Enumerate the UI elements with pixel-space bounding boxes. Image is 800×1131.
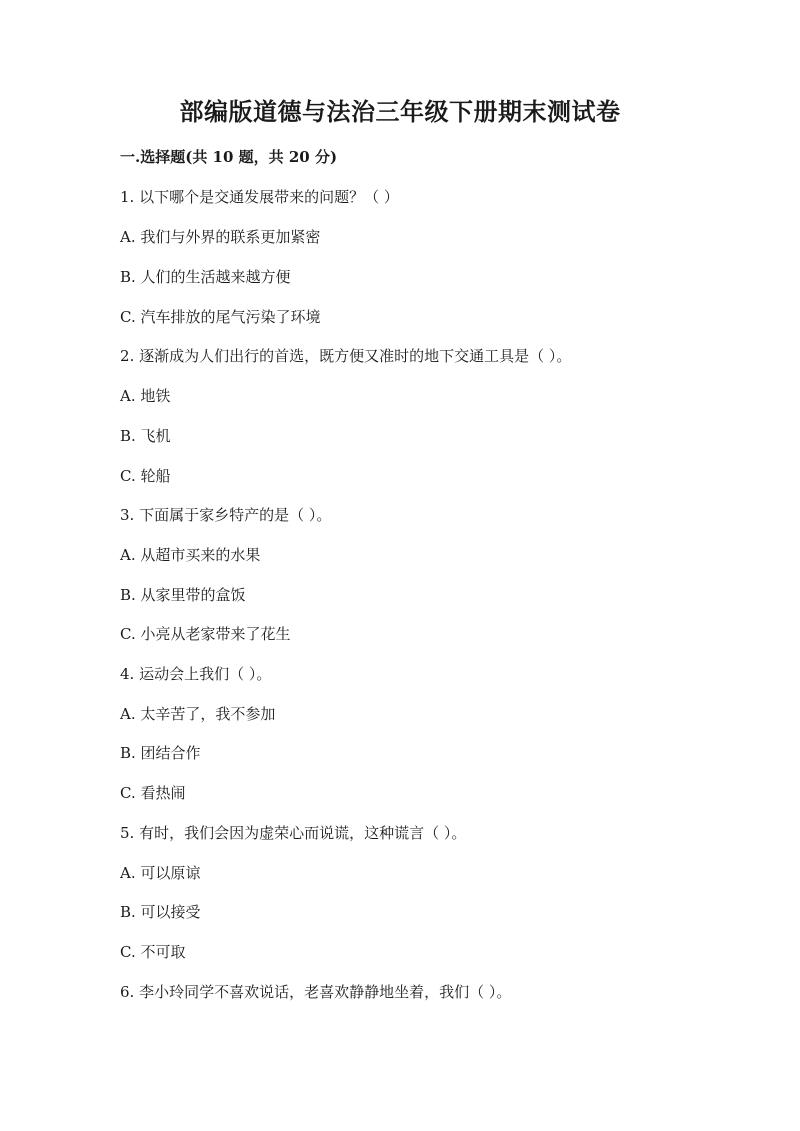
- answer-option: B. 从家里带的盒饭: [120, 586, 246, 604]
- question-stem: 1. 以下哪个是交通发展带来的问题？（ ）: [120, 188, 399, 206]
- answer-option: A. 地铁: [120, 387, 171, 405]
- section-heading: 一.选择题(共 10 题，共 20 分): [120, 148, 338, 166]
- question-stem: 2. 逐渐成为人们出行的首选，既方便又准时的地下交通工具是（ ）。: [120, 347, 572, 365]
- answer-option: B. 可以接受: [120, 903, 201, 921]
- answer-option: A. 我们与外界的联系更加紧密: [120, 228, 321, 246]
- answer-option: A. 从超市买来的水果: [120, 546, 261, 564]
- answer-option: C. 汽车排放的尾气污染了环境: [120, 308, 321, 326]
- answer-option: B. 飞机: [120, 427, 171, 445]
- answer-option: C. 轮船: [120, 467, 171, 485]
- question-stem: 5. 有时，我们会因为虚荣心而说谎，这种谎言（ ）。: [120, 824, 467, 842]
- answer-option: C. 小亮从老家带来了花生: [120, 625, 291, 643]
- answer-option: A. 可以原谅: [120, 864, 201, 882]
- answer-option: C. 看热闹: [120, 784, 186, 802]
- answer-option: C. 不可取: [120, 943, 186, 961]
- question-stem: 6. 李小玲同学不喜欢说话，老喜欢静静地坐着，我们（ ）。: [120, 983, 512, 1001]
- page-title: 部编版道德与法治三年级下册期末测试卷: [179, 97, 621, 126]
- question-stem: 4. 运动会上我们（ ）。: [120, 665, 272, 683]
- question-stem: 3. 下面属于家乡特产的是（ ）。: [120, 506, 332, 524]
- answer-option: B. 人们的生活越来越方便: [120, 268, 291, 286]
- answer-option: B. 团结合作: [120, 744, 201, 762]
- answer-option: A. 太辛苦了，我不参加: [120, 705, 276, 723]
